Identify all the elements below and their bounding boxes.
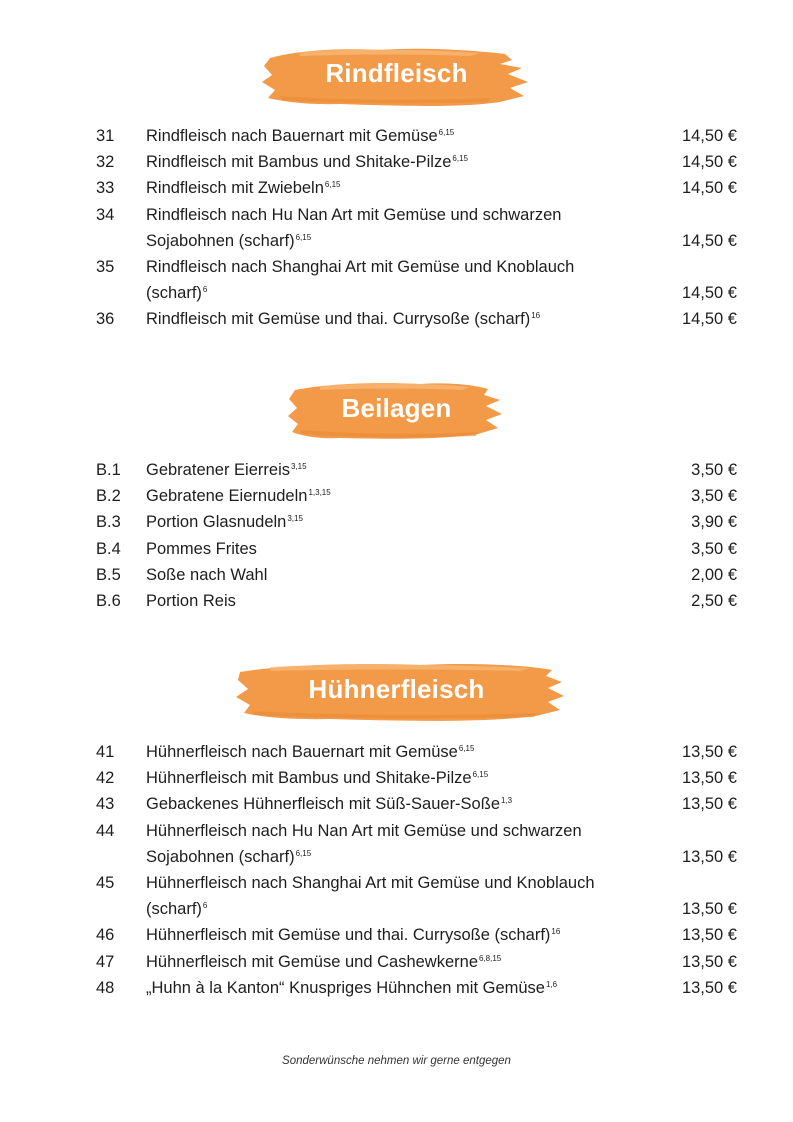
item-price: 3,50 € [691,487,737,506]
allergen-codes: 6,15 [295,232,312,242]
item-number: 32 [96,153,115,172]
item-name: Hühnerfleisch nach Shanghai Art mit Gemüse und Knoblauch [146,873,595,892]
item-name: Gebratene Eiernudeln$^{1,3,15}$ [146,487,331,506]
item-number: 43 [96,795,115,814]
item-price: 14,50 € [681,127,737,145]
allergen-codes: 6,15 [295,848,312,858]
item-price: 14,50 € [681,231,737,250]
allergen-codes: 6,15 [438,128,455,137]
item-name: Gebackenes Hühnerfleisch mit Süß-Sauer-Soße$^{1,3}$ [146,795,513,814]
item-name: Rindfleisch nach Hu Nan Art mit Gemüse und schwarzen [146,205,562,224]
item-number: 36 [96,310,115,329]
item-price: 3,50 € [691,539,737,558]
menu-item [0,457,793,483]
item-name: Pommes Frites [146,539,257,558]
menu-list-beilagen [0,457,793,614]
item-price: 13,50 € [681,847,737,866]
item-name: Portion Reis [146,591,236,610]
item-name: „Huhn à la Kanton“ Knuspriges Hühnchen mit Gemüse$^{1,6}$ [146,978,558,997]
item-price: 14,50 € [681,179,737,198]
menu-item [0,922,793,948]
allergen-codes: 16 [551,927,561,937]
item-price: 13,50 € [681,952,737,971]
item-price: 13,50 € [681,769,737,788]
item-number: 34 [96,205,115,224]
item-number: 35 [96,257,115,276]
section-title: Rindfleisch [325,58,468,88]
item-name: Hühnerfleisch mit Bambus und Shitake-Pilze$^{6,15}$ [146,769,489,788]
section-title: Beilagen [341,393,452,423]
menu-item [0,254,793,306]
menu-item [0,483,793,509]
menu-item [0,123,793,149]
menu-item [0,588,793,614]
item-number: 44 [96,821,115,840]
item-price: 14,50 € [681,310,737,329]
item-price: 14,50 € [681,284,737,303]
menu-item [0,739,793,765]
menu-item [0,870,793,922]
menu-item [0,791,793,817]
item-name: Rindfleisch mit Gemüse und thai. Currysoße (scharf)$^{16}$ [146,310,541,329]
menu-item [0,949,793,975]
menu-list-rindfleisch [0,123,793,333]
menu-list-huehnerfleisch [0,739,793,1001]
item-name: Hühnerfleisch nach Bauernart mit Gemüse$^{6,15}$ [146,743,475,761]
allergen-codes: 1,3 [501,796,513,806]
item-price: 2,00 € [691,565,737,584]
item-price: 3,50 € [691,461,737,479]
item-number: 33 [96,179,115,198]
item-number: B.3 [96,513,121,532]
item-price: 14,50 € [681,153,737,172]
item-name: Portion Glasnudeln$^{3,15}$ [146,513,303,532]
item-name: Hühnerfleisch mit Gemüse und Cashewkerne$^{6,8,15}$ [146,952,502,971]
section-title: Hühnerfleisch [308,674,485,704]
item-name: Hühnerfleisch nach Hu Nan Art mit Gemüse und schwarzen [146,821,582,840]
item-number: B.6 [96,591,121,610]
allergen-codes: 6 [202,901,208,911]
item-number: B.5 [96,565,121,584]
item-number: 31 [96,127,115,145]
section-header-huehnerfleisch [0,657,793,727]
item-number: 42 [96,769,115,788]
item-price: 13,50 € [681,795,737,814]
allergen-codes: 6,8,15 [479,953,502,963]
item-price: 13,50 € [681,978,737,997]
menu-item [0,175,793,201]
menu-item [0,536,793,562]
allergen-codes: 16 [531,311,541,321]
item-name-continued: (scharf)$^6$ [146,900,208,919]
menu-item [0,818,793,870]
item-name-continued: Sojabohnen (scharf)$^{6,15}$ [146,231,312,250]
item-price: 13,50 € [681,900,737,919]
allergen-codes: 1,6 [545,979,558,989]
item-name: Rindfleisch nach Bauernart mit Gemüse$^{6,15}$ [146,127,455,145]
allergen-codes: 6,15 [472,770,489,780]
allergen-codes: 6,15 [458,744,475,753]
menu-item [0,149,793,175]
item-number: 47 [96,952,115,971]
menu-item [0,562,793,588]
item-number: B.1 [96,461,121,479]
allergen-codes: 1,3,15 [308,488,331,498]
item-number: 46 [96,926,115,945]
allergen-codes: 6,15 [324,180,341,190]
item-number: B.2 [96,487,121,506]
menu-item [0,509,793,535]
footer-note: Sonderwünsche nehmen wir gerne entgegen [282,1055,511,1067]
item-name-continued: (scharf)$^6$ [146,284,208,303]
menu-item [0,306,793,332]
item-name: Rindfleisch mit Bambus und Shitake-Pilze$^{6,15}$ [146,153,468,172]
item-number: 45 [96,873,115,892]
item-price: 13,50 € [681,743,737,761]
menu-item [0,202,793,254]
menu-item [0,765,793,791]
section-header-rindfleisch [0,42,793,112]
item-number: B.4 [96,539,121,558]
item-number: 48 [96,978,115,997]
item-name: Rindfleisch nach Shanghai Art mit Gemüse und Knoblauch [146,257,575,276]
allergen-codes: 3,15 [290,462,307,471]
menu-item [0,975,793,1001]
item-name: Hühnerfleisch mit Gemüse und thai. Currysoße (scharf)$^{16}$ [146,926,561,945]
allergen-codes: 6 [202,285,208,295]
item-price: 3,90 € [691,513,737,532]
item-price: 2,50 € [691,591,737,610]
item-name: Soße nach Wahl [146,565,268,584]
item-name: Rindfleisch mit Zwiebeln$^{6,15}$ [146,179,341,198]
item-name: Gebratener Eierreis$^{3,15}$ [146,461,307,479]
item-number: 41 [96,743,115,761]
allergen-codes: 3,15 [287,514,303,524]
section-header-beilagen [0,376,793,446]
item-price: 13,50 € [681,926,737,945]
item-name-continued: Sojabohnen (scharf)$^{6,15}$ [146,847,312,866]
allergen-codes: 6,15 [452,154,468,164]
